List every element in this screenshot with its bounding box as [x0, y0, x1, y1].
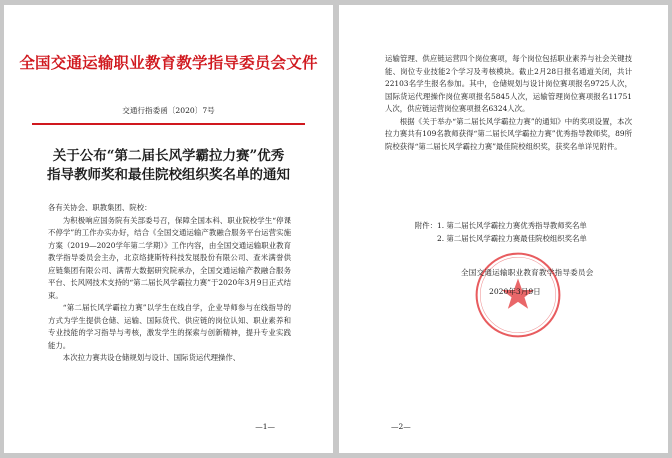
salutation: 各有关协会、职教集团、院校： — [48, 203, 152, 212]
signature-organization: 全国交通运输职业教育教学指导委员会 — [461, 268, 594, 277]
attachments-list — [385, 220, 632, 245]
notice-title-line-1: 关于公布“第二届长风学霸拉力赛”优秀 — [52, 148, 285, 164]
paragraph: “第二届长风学霸拉力赛”以学生在线自学，企业导师参与在线指导的方式为学生提供仓储、运输、国际货代、供应链的岗位认知、职业素养和专业技能的学习指导与考核，激发学生的探索与创新精神，提升专业实践能力。 — [48, 303, 291, 350]
attachment-text: 1. 第二届长风学霸拉力赛优秀指导教师奖名单 — [437, 221, 587, 230]
document-page-1 — [4, 5, 333, 453]
document-number: 交通行指委函〔2020〕7号 — [122, 106, 215, 115]
paragraph: 为积极响应国务院有关部委号召，保障全国本科、职业院校学生“停课不停学”的工作办实办好，结合《全国交通运输产教融合服务平台运营实施方案（2019—2020学年第二学期）》工作内容，由全国交通运输职业教育教学指导委员会主办，北京络捷斯特科技发展股份有限公司、查米满誉供应链集团有限公司、满帮大数据研究院承办，全国交通运输产教融合服务平台、长风网技术支持的“第二届长风学霸拉力赛”于2020年3月9日正式结束。 — [48, 215, 291, 300]
attachment-label: 附件： — [414, 221, 437, 230]
attachment-item: 2. 第二届长风学霸拉力赛最佳院校组织奖名单 — [437, 233, 587, 243]
paragraph: 根据《关于举办“第二届长风学霸拉力赛”的通知》中的奖项设置，本次拉力赛共有109名教师获得“第二届长风学霸拉力赛”优秀指导教师奖，89所院校获得“第二届长风学霸拉力赛”最佳院校组织奖，获奖名单详见附件。 — [385, 116, 632, 151]
red-separator-line — [32, 123, 305, 125]
body-text-page-1 — [48, 202, 291, 365]
page-number: —1— — [255, 422, 275, 431]
signature-date: 2020年3月9日 — [489, 287, 541, 296]
notice-title-line-2: 指导教师奖和最佳院校组织奖名单的通知 — [47, 167, 290, 183]
paragraph: 本次拉力赛共设仓储规划与设计、国际货运代理操作、 — [62, 353, 241, 362]
document-page-2 — [339, 5, 668, 453]
body-text-page-2 — [385, 53, 632, 153]
notice-title — [4, 147, 333, 185]
document-header-title: 全国交通运输职业教育教学指导委员会文件 — [19, 53, 318, 72]
page-number: —2— — [391, 422, 411, 431]
attachment-item — [385, 220, 632, 233]
paragraph: 运输管理、供应链运营四个岗位赛项，每个岗位包括职业素养与社会关键技能、岗位专业技能2个学习及考核模块。截止2月28日报名通道关闭，共计22103名学生报名参加。其中，仓储规划与设计岗位赛项报名9725人次，国际货运代理操作岗位赛项报名5845人次，运输管理岗位赛项报名11751人次，供应链运营岗位赛项报名6324人次。 — [385, 54, 632, 113]
